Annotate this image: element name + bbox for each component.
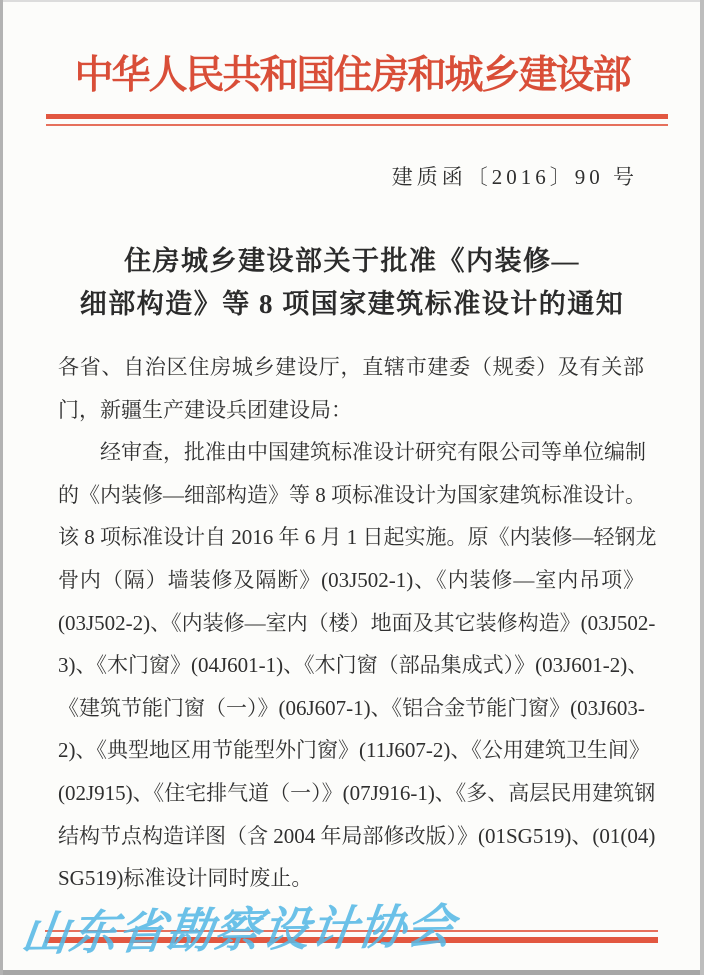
document-title-line-2: 细部构造》等 8 项国家建筑标准设计的通知 [79, 288, 625, 319]
body-line: 门，新疆生产建设兵团建设局： [58, 397, 352, 422]
document-body [58, 346, 657, 900]
document-number: 建质函〔2016〕90 号 [391, 165, 638, 189]
watermark-stamp: 山东省勘察设计协会 [18, 901, 458, 962]
body-line: 该 8 项标准设计自 2016 年 6 月 1 日起实施。原《内装修—轻钢龙 [58, 525, 657, 550]
header-rule-thick [46, 114, 668, 119]
body-line: 《建筑节能门窗（一）》(06J607-1)、《铝合金节能门窗》(03J603- [58, 695, 645, 720]
body-line: 的《内装修—细部构造》等 8 项标准设计为国家建筑标准设计。 [58, 482, 646, 507]
document-title-line-1: 住房城乡建设部关于批准《内装修— [124, 246, 580, 276]
body-line: 各省、自治区住房城乡建设厅，直辖市建委（规委）及有关部 [58, 355, 644, 379]
body-line: 骨内（隔）墙装修及隔断》(03J502-1)、《内装修—室内吊项》 [58, 567, 644, 592]
ministry-letterhead: 中华人民共和国住房和城乡建设部 [74, 54, 630, 97]
body-line: SG519)标准设计同时废止。 [58, 866, 313, 891]
body-line: 3)、《木门窗》(04J601-1)、《木门窗（部品集成式）》(03J601-2)、 [58, 653, 649, 678]
body-line: 结构节点构造详图（含 2004 年局部修改版）》(01SG519)、(01(04) [58, 823, 656, 848]
body-line: 2)、《典型地区用节能型外门窗》(11J607-2)、《公用建筑卫生间》 [58, 738, 650, 763]
body-line: (03J502-2)、《内装修—室内（楼）地面及其它装修构造》(03J502- [58, 610, 656, 635]
header-rule-thin [46, 124, 668, 126]
body-line: 经审查，批准由中国建筑标准设计研究有限公司等单位编制 [100, 440, 646, 465]
document-title [0, 240, 704, 325]
body-line: (02J915)、《住宅排气道（一）》(07J916-1)、《多、高层民用建筑钢 [58, 780, 656, 805]
